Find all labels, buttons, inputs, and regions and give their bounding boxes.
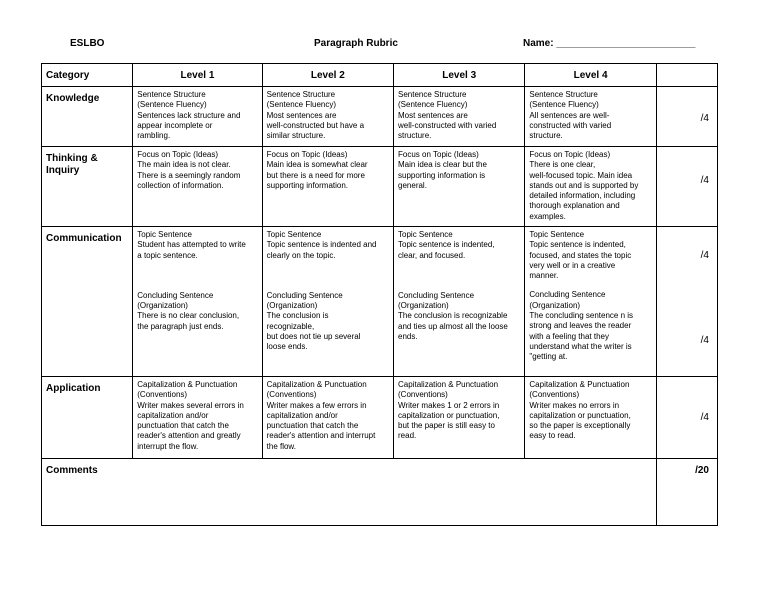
cell-line: Topic sentence is indented and bbox=[266, 240, 377, 250]
cell-line: stands out and is supported by bbox=[529, 180, 639, 190]
cell-line: easy to read. bbox=[529, 431, 576, 441]
cell-line: (Organization) bbox=[266, 301, 318, 311]
thinking-level-3 bbox=[394, 147, 525, 227]
cell-line: structure. bbox=[398, 131, 432, 141]
cell-line: similar structure. bbox=[266, 131, 326, 141]
cell-line: (Organization) bbox=[398, 301, 449, 311]
cell-line: Writer makes 1 or 2 errors in bbox=[398, 400, 500, 410]
cell-line: capitalization or punctuation, bbox=[398, 410, 500, 420]
cell-line: clearly on the topic. bbox=[266, 250, 336, 260]
cell-line: Focus on Topic (Ideas) bbox=[529, 150, 611, 159]
cell-line: The main idea is not clear. bbox=[137, 160, 231, 170]
communication-level-4 bbox=[525, 227, 656, 377]
rubric-title: Paragraph Rubric bbox=[314, 38, 398, 49]
cell-line: capitalization and/or bbox=[137, 410, 209, 420]
cell-line: well-focused topic. Main idea bbox=[529, 170, 633, 180]
category-knowledge: Knowledge bbox=[42, 87, 133, 147]
cell-line: with a feeling that they bbox=[529, 331, 609, 341]
cell-line: punctuation that catch the bbox=[266, 421, 359, 431]
knowledge-level-3 bbox=[394, 87, 525, 147]
cell-line: Topic Sentence bbox=[137, 230, 192, 239]
cell-line: the flow. bbox=[266, 441, 296, 451]
cell-line: thorough explanation and bbox=[529, 201, 620, 211]
column-header-level-2: Level 2 bbox=[262, 64, 393, 87]
communication-level-3 bbox=[394, 227, 525, 377]
communication-level-1 bbox=[133, 227, 262, 377]
cell-line: Most sentences are bbox=[266, 110, 337, 120]
application-level-4 bbox=[525, 377, 656, 459]
cell-line: Topic Sentence bbox=[266, 230, 322, 239]
cell-line: Writer makes a few errors in bbox=[266, 400, 367, 410]
cell-line: very well or in a creative bbox=[529, 260, 616, 270]
cell-line: (Organization) bbox=[529, 300, 581, 310]
knowledge-level-4 bbox=[525, 87, 656, 147]
cell-line: (Sentence Fluency) bbox=[137, 100, 207, 110]
cell-line: capitalization and/or bbox=[266, 410, 338, 420]
cell-line: Writer makes no errors in bbox=[529, 400, 620, 410]
cell-line: Writer makes several errors in bbox=[137, 400, 244, 410]
cell-line: strong and leaves the reader bbox=[529, 321, 632, 331]
cell-line: Focus on Topic (Ideas) bbox=[137, 150, 219, 159]
score-value: /4 bbox=[700, 175, 709, 186]
score-thinking-inquiry bbox=[656, 147, 717, 227]
cell-line: reader's attention and interrupt bbox=[266, 431, 376, 441]
category-line: Thinking & bbox=[46, 153, 98, 164]
comments-label: Comments bbox=[42, 459, 657, 526]
cell-line: Capitalization & Punctuation bbox=[266, 380, 367, 389]
score-knowledge bbox=[656, 87, 717, 147]
cell-line: There is no clear conclusion, bbox=[137, 311, 240, 321]
cell-line: interrupt the flow. bbox=[137, 441, 199, 451]
knowledge-level-1 bbox=[133, 87, 262, 147]
cell-line: general. bbox=[398, 180, 427, 190]
cell-line: supporting information. bbox=[266, 180, 349, 190]
row-comments bbox=[42, 459, 718, 526]
application-level-2 bbox=[262, 377, 393, 459]
cell-line: collection of information. bbox=[137, 180, 224, 190]
cell-line: but the paper is still easy to bbox=[398, 421, 495, 431]
cell-line: but there is a need for more bbox=[266, 170, 365, 180]
cell-line: focused, and states the topic bbox=[529, 250, 632, 260]
cell-line: Main idea is clear but the bbox=[398, 160, 487, 170]
score-topic-value: /4 bbox=[700, 250, 709, 261]
cell-line: but does not tie up several bbox=[266, 332, 361, 342]
cell-line: rambling. bbox=[137, 131, 171, 141]
cell-line: punctuation that catch the bbox=[137, 421, 229, 431]
column-header-level-1: Level 1 bbox=[133, 64, 262, 87]
cell-line: There is one clear, bbox=[529, 160, 596, 170]
communication-level-2 bbox=[262, 227, 393, 377]
cell-line: so the paper is exceptionally bbox=[529, 421, 631, 431]
cell-line: The conclusion is recognizable bbox=[398, 311, 508, 321]
cell-line: Concluding Sentence bbox=[529, 290, 606, 300]
category-application: Application bbox=[42, 377, 133, 459]
cell-line: Capitalization & Punctuation bbox=[398, 380, 499, 389]
cell-line: Topic sentence is indented, bbox=[398, 240, 495, 250]
cell-line: (Conventions) bbox=[529, 390, 580, 400]
thinking-level-2 bbox=[262, 147, 393, 227]
category-thinking-inquiry bbox=[42, 147, 133, 227]
cell-line: well-constructed with varied bbox=[398, 120, 497, 130]
cell-line: ends. bbox=[398, 332, 418, 342]
column-header-level-3: Level 3 bbox=[394, 64, 525, 87]
cell-line: Sentence Structure bbox=[529, 90, 598, 99]
cell-line: Sentence Structure bbox=[266, 90, 336, 99]
cell-line: detailed information, including bbox=[529, 191, 636, 201]
cell-line: Focus on Topic (Ideas) bbox=[266, 150, 348, 159]
score-value: /4 bbox=[700, 113, 709, 124]
cell-line: a topic sentence. bbox=[137, 250, 198, 260]
cell-line: and ties up almost all the loose bbox=[398, 321, 508, 331]
cell-line: Focus on Topic (Ideas) bbox=[398, 150, 479, 159]
name-field-label: Name: _________________________ bbox=[523, 38, 696, 49]
header-row bbox=[42, 64, 718, 87]
thinking-level-4 bbox=[525, 147, 656, 227]
knowledge-level-2 bbox=[262, 87, 393, 147]
column-header-score bbox=[656, 64, 717, 87]
cell-line: (Conventions) bbox=[398, 390, 448, 400]
cell-line: (Sentence Fluency) bbox=[398, 100, 468, 110]
cell-line: clear, and focused. bbox=[398, 250, 466, 260]
cell-line: The conclusion is bbox=[266, 311, 329, 321]
cell-line: (Conventions) bbox=[266, 390, 317, 400]
cell-line: (Conventions) bbox=[137, 390, 188, 400]
score-communication bbox=[656, 227, 717, 377]
cell-line: Concluding Sentence bbox=[398, 290, 475, 300]
row-communication bbox=[42, 227, 718, 377]
column-header-category: Category bbox=[42, 64, 133, 87]
category-line: Inquiry bbox=[46, 165, 80, 176]
cell-line: read. bbox=[398, 431, 417, 441]
cell-line: "getting at. bbox=[529, 352, 568, 362]
cell-line: Main idea is somewhat clear bbox=[266, 160, 368, 170]
thinking-level-1 bbox=[133, 147, 262, 227]
cell-line: reader's attention and greatly bbox=[137, 431, 241, 441]
cell-line: Topic Sentence bbox=[398, 230, 453, 239]
cell-line: Sentence Structure bbox=[137, 90, 206, 99]
cell-line: understand what the writer is bbox=[529, 341, 632, 351]
cell-line: appear incomplete or bbox=[137, 120, 213, 130]
cell-line: Sentences lack structure and bbox=[137, 110, 241, 120]
cell-line: well-constructed but have a bbox=[266, 120, 365, 130]
cell-line: (Sentence Fluency) bbox=[266, 100, 337, 110]
column-header-level-4: Level 4 bbox=[525, 64, 656, 87]
cell-line: the paragraph just ends. bbox=[137, 321, 224, 331]
cell-line: manner. bbox=[529, 271, 559, 281]
total-score: /20 bbox=[656, 459, 717, 526]
score-concluding-value: /4 bbox=[700, 335, 709, 346]
category-communication: Communication bbox=[42, 227, 133, 377]
cell-line: capitalization or punctuation, bbox=[529, 410, 631, 420]
row-application bbox=[42, 377, 718, 459]
cell-line: Topic sentence is indented, bbox=[529, 240, 626, 250]
cell-line: examples. bbox=[529, 211, 566, 221]
cell-line: structure. bbox=[529, 131, 563, 141]
cell-line: Capitalization & Punctuation bbox=[529, 380, 630, 389]
cell-line: Student has attempted to write bbox=[137, 240, 246, 250]
cell-line: Capitalization & Punctuation bbox=[137, 380, 238, 389]
row-knowledge bbox=[42, 87, 718, 147]
cell-line: Concluding Sentence bbox=[266, 290, 343, 300]
application-level-3 bbox=[394, 377, 525, 459]
cell-line: recognizable, bbox=[266, 321, 315, 331]
score-application bbox=[656, 377, 717, 459]
cell-line: Concluding Sentence bbox=[137, 290, 214, 300]
rubric-table bbox=[41, 63, 718, 526]
row-thinking-inquiry bbox=[42, 147, 718, 227]
organization-label: ESLBO bbox=[70, 38, 105, 49]
application-level-1 bbox=[133, 377, 262, 459]
cell-line: All sentences are well- bbox=[529, 110, 610, 120]
cell-line: supporting information is bbox=[398, 170, 486, 180]
cell-line: Most sentences are bbox=[398, 110, 468, 120]
score-value: /4 bbox=[700, 412, 709, 423]
cell-line: The concluding sentence n is bbox=[529, 311, 634, 321]
cell-line: There is a seemingly random bbox=[137, 170, 241, 180]
cell-line: constructed with varied bbox=[529, 120, 612, 130]
cell-line: Sentence Structure bbox=[398, 90, 467, 99]
cell-line: (Organization) bbox=[137, 301, 188, 311]
cell-line: loose ends. bbox=[266, 342, 308, 352]
cell-line: (Sentence Fluency) bbox=[529, 100, 599, 110]
cell-line: Topic Sentence bbox=[529, 230, 585, 239]
